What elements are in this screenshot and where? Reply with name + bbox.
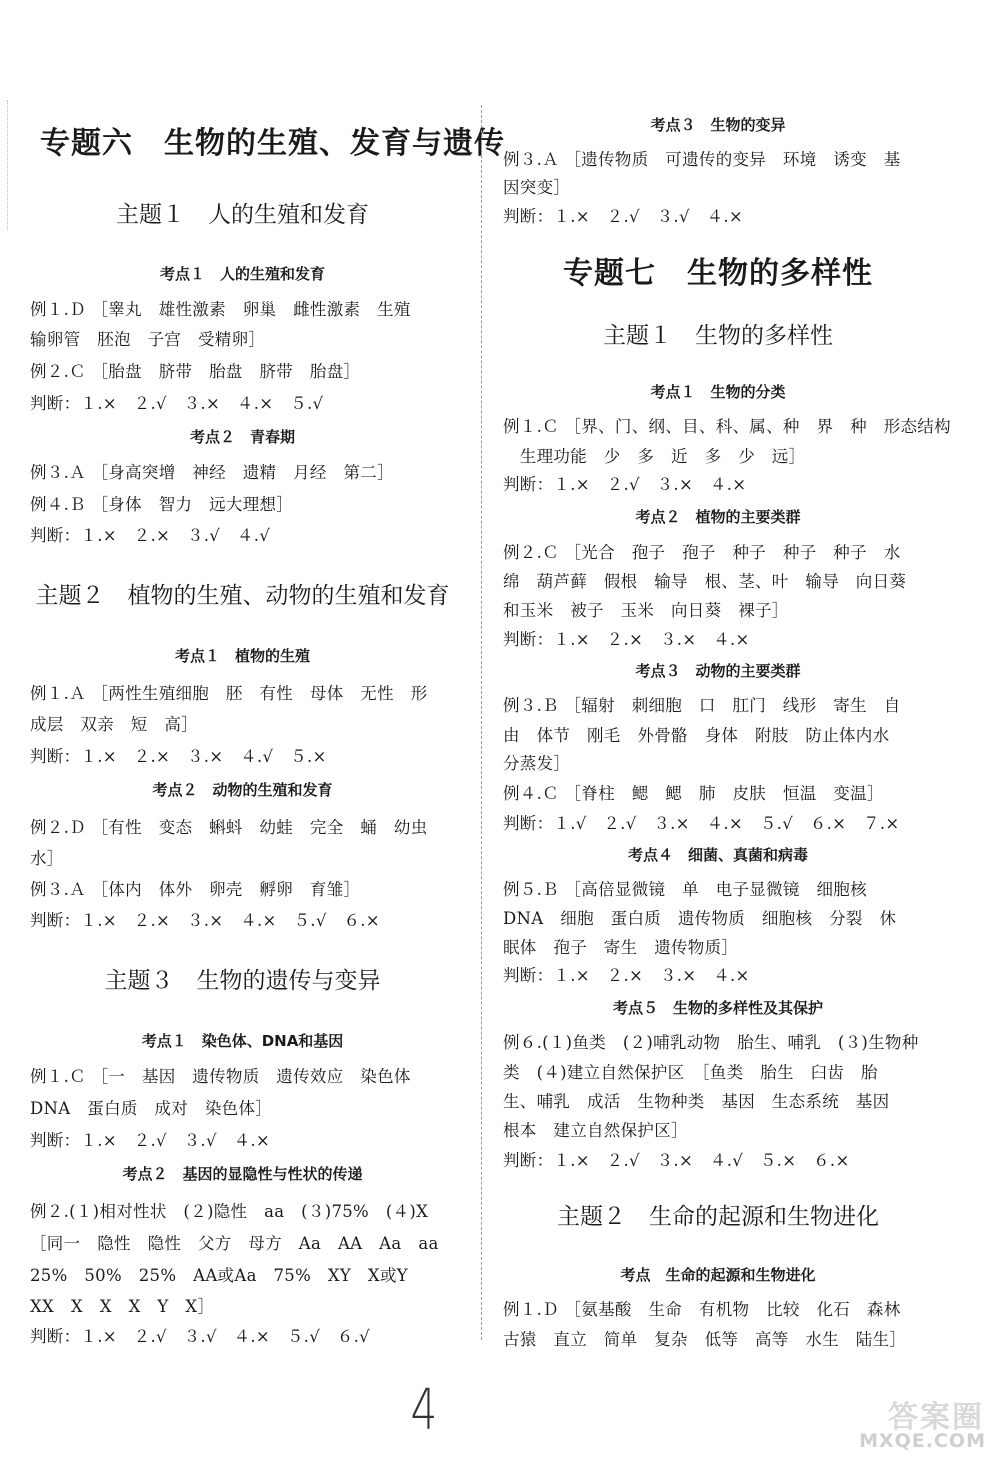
knowledge-point-heading: 考点３ 动物的主要类群 <box>635 662 801 680</box>
answer-line: 和玉米 被子 玉米 向日葵 裸子］ <box>503 601 789 620</box>
knowledge-point-heading: 考点５ 生物的多样性及其保护 <box>612 999 823 1017</box>
answer-line: ［同一 隐性 隐性 父方 母方 Aa AA Aa aa <box>30 1234 439 1253</box>
answer-line: 判断：１.× ２.√ ３.√ ４.× <box>30 1131 271 1150</box>
answer-line: 例２.Ｃ ［胎盘 脐带 胎盘 脐带 胎盘］ <box>30 362 361 381</box>
answer-line: 例４.Ｃ ［脊柱 鳃 鳃 肺 皮肤 恒温 变温］ <box>503 784 884 803</box>
answer-line: 例３.Ａ ［身高突增 神经 遗精 月经 第二］ <box>30 463 394 482</box>
answer-line: 判断：１.× ２.√ ３.× ４.× ５.√ <box>30 394 324 413</box>
answer-line: DNA 蛋白质 成对 染色体］ <box>30 1099 273 1118</box>
knowledge-point-heading: 考点２ 动物的生殖和发育 <box>152 781 333 799</box>
answer-line: 输卵管 胚泡 子宫 受精卵］ <box>30 330 266 349</box>
knowledge-point-heading: 考点４ 细菌、真菌和病毒 <box>627 846 808 864</box>
answer-line: 判断：１.× ２.× ３.× ４.√ ５.× <box>30 747 327 766</box>
topic-title: 专题六 生物的生殖、发育与遗传 <box>40 126 505 161</box>
handwritten-page-number: 4 <box>410 1378 438 1443</box>
answer-line: 眠体 孢子 寄生 遗传物质］ <box>503 938 739 957</box>
answer-line: 判断：１.√ ２.√ ３.× ４.× ５.√ ６.× ７.× <box>503 814 900 833</box>
watermark-logo: 答案圈 <box>888 1400 984 1435</box>
answer-line: 判断：１.× ２.√ ３.× ４.× <box>503 475 747 494</box>
answer-line: 类 (４)建立自然保护区 ［鱼类 胎生 臼齿 胎 <box>503 1063 878 1082</box>
answer-line: 生、哺乳 成活 生物种类 基因 生态系统 基因 <box>503 1092 890 1111</box>
theme-heading: 主题１ 生物的多样性 <box>603 323 833 349</box>
answer-line: 例２.Ｄ ［有性 变态 蝌蚪 幼蛙 完全 蛹 幼虫 <box>30 818 428 837</box>
answer-line: 判断：１.× ２.× ３.× ４.× <box>503 966 750 985</box>
theme-heading: 主题３ 生物的遗传与变异 <box>104 968 381 994</box>
answer-line: 例２.(１)相对性状 (２)隐性 aa (３)75% (４)X <box>30 1202 429 1221</box>
answer-line: 例３.Ａ ［体内 体外 卵壳 孵卵 育雏］ <box>30 880 361 899</box>
answer-line: 古猿 直立 简单 复杂 低等 高等 水生 陆生］ <box>503 1330 907 1349</box>
answer-line: 判断：１.× ２.√ ３.× ４.√ ５.× ６.× <box>503 1151 850 1170</box>
answer-line: 例２.Ｃ ［光合 孢子 孢子 种子 种子 种子 水 <box>503 543 901 562</box>
page-edge-mark <box>7 100 8 230</box>
answer-line: 判断：１.× ２.× ３.× ４.× ５.√ ６.× <box>30 911 380 930</box>
watermark <box>820 1392 990 1454</box>
theme-heading: 主题２ 生命的起源和生物进化 <box>557 1204 879 1230</box>
answer-line: 判断：１.× ２.× ３.√ ４.√ <box>30 526 271 545</box>
watermark-url: MXQE.COM <box>859 1430 986 1452</box>
knowledge-point-heading: 考点２ 植物的主要类群 <box>635 508 801 526</box>
knowledge-point-heading: 考点 生命的起源和生物进化 <box>620 1266 816 1284</box>
answer-line: 例１.Ｃ ［一 基因 遗传物质 遗传效应 染色体 <box>30 1067 411 1086</box>
answer-line: 例５.Ｂ ［高倍显微镜 单 电子显微镜 细胞核 <box>503 880 867 899</box>
knowledge-point-heading: 考点１ 植物的生殖 <box>174 647 310 665</box>
knowledge-point-heading: 考点１ 人的生殖和发育 <box>159 265 325 283</box>
answer-line: 生理功能 少 多 近 多 少 远］ <box>503 447 806 466</box>
answer-line: 例１.Ｃ ［界、门、纲、目、科、属、种 界 种 形态结构 <box>503 417 951 436</box>
knowledge-point-heading: 考点２ 基因的显隐性与性状的传递 <box>122 1165 363 1183</box>
answer-line: 由 体节 刚毛 外骨骼 身体 附肢 防止体内水 <box>503 726 890 745</box>
knowledge-point-heading: 考点１ 生物的分类 <box>650 383 786 401</box>
answer-line: 判断：１.× ２.× ３.× ４.× <box>503 630 750 649</box>
answer-line: 判断：１.× ２.√ ３.√ ４.× <box>503 207 744 226</box>
answer-line: 例３.Ｂ ［辐射 刺细胞 口 肛门 线形 寄生 自 <box>503 696 901 715</box>
answer-line: 因突变］ <box>503 178 571 197</box>
answer-line: 判断：１.× ２.√ ３.√ ４.× ５.√ ６.√ <box>30 1327 370 1346</box>
topic-title: 专题七 生物的多样性 <box>563 256 873 291</box>
answer-line: 根本 建立自然保护区］ <box>503 1121 688 1140</box>
answer-line: 成层 双亲 短 高］ <box>30 715 198 734</box>
answer-line: 例３.Ａ ［遗传物质 可遗传的变异 环境 诱变 基 <box>503 150 901 169</box>
answer-line: 例１.Ｄ ［氨基酸 生命 有机物 比较 化石 森林 <box>503 1300 901 1319</box>
answer-line: 25% 50% 25% AA或Aa 75% XY X或Y <box>30 1266 408 1285</box>
answer-line: 例６.(１)鱼类 (２)哺乳动物 胎生、哺乳 (３)生物种 <box>503 1033 919 1052</box>
theme-heading: 主题１ 人的生殖和发育 <box>116 202 369 228</box>
knowledge-point-heading: 考点１ 染色体、DNA和基因 <box>141 1032 344 1050</box>
answer-line: XX X X X Y X］ <box>30 1297 215 1316</box>
theme-heading: 主题２ 植物的生殖、动物的生殖和发育 <box>35 583 450 609</box>
answer-line: DNA 细胞 蛋白质 遗传物质 细胞核 分裂 休 <box>503 909 897 928</box>
knowledge-point-heading: 考点２ 青春期 <box>189 428 295 446</box>
answer-line: 绵 葫芦藓 假根 输导 根、茎、叶 输导 向日葵 <box>503 572 907 591</box>
answer-line: 例４.Ｂ ［身体 智力 远大理想］ <box>30 495 294 514</box>
answer-line: 分蒸发］ <box>503 754 571 773</box>
column-divider <box>481 105 482 1340</box>
answer-line: 例１.Ｄ ［睾丸 雄性激素 卵巢 雌性激素 生殖 <box>30 300 411 319</box>
knowledge-point-heading: 考点３ 生物的变异 <box>650 116 786 134</box>
answer-line: 水］ <box>30 849 64 868</box>
answer-line: 例１.Ａ ［两性生殖细胞 胚 有性 母体 无性 形 <box>30 684 428 703</box>
